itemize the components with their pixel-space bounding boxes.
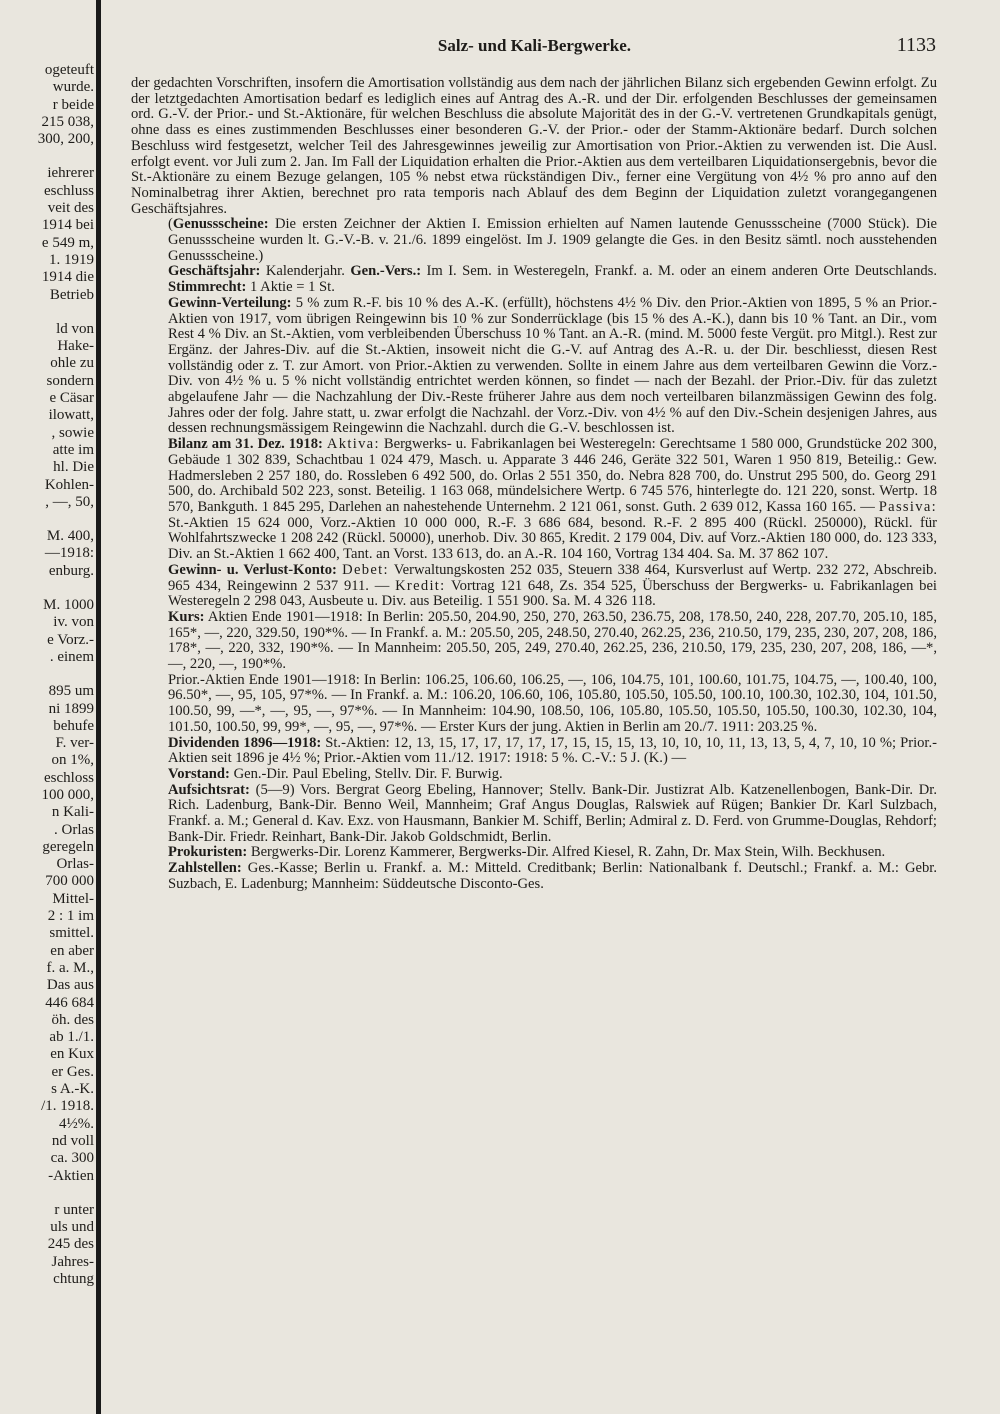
left-fragment-line: —1918: [44,545,94,562]
stimmrecht-text: 1 Aktie = 1 St. [250,279,335,296]
left-fragment-line: Betrieb [49,286,94,303]
left-fragment-line: s A.-K. [51,1081,94,1098]
kurs-text: Aktien Ende 1901—1918: In Berlin: 205.50, 204.90, 250, 270, 263.50, 236.75, 208, 178.50, 240, 228, 207.70, 205.10, 185, 165*, —, 220, 329.50, 190*%. — In Frankf. a. M.: 205.50, 205, 248.50, 270.40, 262.25, 236, 210.50, 179, 235, 230, 207, 208, 186, 178*, —, 220, 332, 190*%. — In Mannheim: 205.50, 205, 249, 270.40, 262.25, 236, 210.50, 179, 235, 230, 207, 208, 186, —*, —, 220, —, 190*%. [168,608,937,673]
gen-vers-text: Im I. Sem. in Westeregeln, Frankf. a. M. oder an einem anderen Orte Deutschlands. [426,263,937,280]
left-fragment-line: en aber [50,942,94,959]
gen-vers-label: Gen.-Vers.: [350,263,422,280]
left-fragment-line: , sowie [51,424,94,441]
prokuristen-section [131,845,937,861]
left-fragment-line: /1. 1918. [41,1098,94,1115]
geschaeftsjahr-text: Kalenderjahr. [265,263,345,280]
left-fragment-line: ogeteuft [44,62,94,78]
page-header [133,34,936,60]
left-fragment-line: eschloss [44,769,94,786]
kurs-section [131,610,937,673]
left-fragment-line: 245 des [47,1236,94,1253]
page-gutter-divider [96,0,101,1414]
left-fragment-line: M. 400, [46,528,94,545]
gewinn-verteilung-section [131,296,937,437]
left-fragment-line: öh. des [51,1011,94,1028]
dividenden-section [131,736,937,767]
left-fragment-line: , —, 50, [45,493,94,510]
debet-label: Debet: [342,561,389,578]
left-fragment-line: M. 1000 [43,597,94,614]
left-fragment-line: 1. 1919 [49,251,94,268]
kredit-text: Vortrag 121 648, Zs. 354 525, Überschuss der Bergwerks- u. Fabrikanlagen bei Westeregeln 2 298 043, Ausbeute u. Div. aus Beteilig. 1 551 900. Sa. M. 4 326 118. [168,577,937,610]
left-fragment-line: veit des [47,200,94,217]
left-fragment-line: 1914 bei [41,217,94,234]
zahlstellen-label: Zahlstellen: [168,860,242,877]
left-fragment-line: 446 684 [45,994,94,1011]
genussscheine-section: (Genussscheine: Die ersten Zeichner der Aktien I. Emission erhielten auf Namen lautende Genussscheine (7000 Stück). Die Genussscheine wurden lt. G.-V.-B. v. 21./6. 1899 eingelöst. Im J. 1909 gelangte die Ges. in den Besitz sämtl. noch ausstehenden Genussscheine.) [168,216,938,264]
left-fragment-line: sondern [46,372,94,389]
left-fragment-line: -Aktien [48,1167,94,1184]
left-fragment-line [0,580,94,597]
left-fragment-line: . Orlas [54,821,94,838]
amortisation-paragraph: der gedachten Vorschriften, insofern die Amortisation vollständig aus dem nach der jährlichen Bilanz sich ergebenden Gewinn erfolgt. Zu der letztgedachten Amortisation bedarf es lediglich eines auf Antrag des A.-R. und der Dir. erfolgenden Beschlusses der gemeinsamen ord. G.-V. der Prior.- und St.-Aktionäre, für welchen Beschluss die absolute Majorität des in der G.-V. vertretenen Grundkapitals genügt, ohne dass es eines zustimmenden Beschlusses einer besonderen G.-V. der Prior.- oder der Stamm-Aktionäre bedarf. Durch solchen Beschluss wird festgesetzt, welcher Teil des Jahresgewinnes jeweilig zur Amortisation von Prior.-Aktien zu verwenden ist. Die Ausl. erfolgt event. vor Juli zum 2. Jan. Im Fall der Liquidation erhalten die Prior.-Aktien aus dem verteilbaren Liquidationsergebnis, bevor die St.-Aktionäre zu einem Bezuge gelangen, 105 % nebst etwa rückständigen Div., ferner eine Vergütung von 4½ % pro anno auf den Nominalbetrag ihrer Aktien, berechnet pro rata temporis nach Ablauf des dem Beginn der Liquidation zuletzt vorangegangenen Geschäftsjahres. [131,75,937,217]
left-fragment-line: f. a. M., [46,959,94,976]
prokuristen-text: Bergwerks-Dir. Lorenz Kammerer, Bergwerks-Dir. Alfred Kiesel, R. Zahn, Dr. Max Stein, Wilh. Beckhusen. [250,844,886,861]
left-fragment-line: 1914 die [41,269,94,286]
aufsichtsrat-text: (5—9) Vors. Bergrat Georg Ebeling, Hannover; Stellv. Bank-Dir. Justizrat Alb. Katzenellenbogen, Bank-Dir. Dr. Rich. Ladenburg, Bank-Dir. Benno Weil, Mannheim; Graf Angus Douglas, Ralswiek auf Rügen; Bankier Dr. Karl Sulzbach, Frankf. a. M.; General d. Kav. Exz. von Hausmann, Bankier M. Schiff, Berlin; Admiral z. D. Ferd. von Grumme-Douglas, Rehdorf; Bank-Dir. Friedr. Reinhart, Bank-Dir. Jakob Goldschmidt, Berlin. [168,781,937,845]
left-fragment-line [0,666,94,683]
left-fragment-line: e Vorz.- [47,631,94,648]
geschaeftsjahr-section [131,264,937,295]
left-fragment-line: F. ver- [55,735,94,752]
left-fragment-line: on 1%, [51,752,94,769]
zahlstellen-text: Ges.-Kasse; Berlin u. Frankf. a. M.: Mitteld. Creditbank; Berlin: Nationalbank f. Deutschl.; Frankf. a. M.: Gebr. Suzbach, E. Ladenburg; Mannheim: Süddeutsche Disconto-Ges. [168,860,937,892]
left-fragment-line: smittel. [49,925,94,942]
left-fragment-line: 700 000 [45,873,94,890]
left-fragment-line: 215 038, [41,113,94,130]
left-fragment-line [0,304,94,321]
left-fragment-line: er Ges. [51,1063,94,1080]
left-fragment-line: iehrerer [47,165,94,182]
left-fragment-line: enburg. [48,562,94,579]
left-fragment-line [0,1185,94,1202]
running-title: Salz- und Kali-Bergwerke. [437,36,632,55]
geschaeftsjahr-label: Geschäftsjahr: [168,263,261,280]
dividenden-label: Dividenden 1896—1918: [168,734,322,751]
bilanz-section [131,437,937,563]
left-fragment-line: ilowatt, [48,407,94,424]
left-fragment-line: Mittel- [52,890,94,907]
kredit-label: Kredit: [395,577,446,594]
left-fragment-line: r unter [54,1201,94,1218]
bilanz-label: Bilanz am 31. Dez. 1918: [168,436,323,453]
left-fragment-line: ca. 300 [50,1150,94,1167]
genussscheine-text: Die ersten Zeichner der Aktien I. Emission erhielten auf Namen lautende Genussscheine (7000 Stück). Die Genussscheine wurden lt. G.-V.-B. v. 21./6. 1899 eingelöst. Im J. 1909 gelangte die Ges. in den Besitz sämtl. noch ausstehenden Genussscheine.) [168,216,938,264]
stimmrecht-label: Stimmrecht: [168,279,247,296]
left-fragment-line: ohle zu [50,355,94,372]
gewinn-verteilung-label: Gewinn-Verteilung: [168,294,292,311]
aufsichtsrat-label: Aufsichtsrat: [168,781,250,798]
vorstand-section [131,767,937,783]
left-fragment-line: . einem [49,648,94,665]
left-fragment-line: Das aus [46,977,94,994]
left-fragment-line: Hake- [57,338,94,355]
left-fragment-line: ld von [56,320,94,337]
vorstand-label: Vorstand: [168,765,230,782]
debet-text: Verwaltungskosten 252 035, Steuern 338 464, Kursverlust auf Wertp. 232 272, Abschreib. 965 434, Reingewinn 2 537 911. — [168,561,937,594]
gewinn-verlust-label: Gewinn- u. Verlust-Konto: [168,561,337,578]
left-fragment-line: 895 um [48,683,94,700]
gewinn-verlust-section [131,563,937,610]
left-fragment-line [0,148,94,165]
kurs-label: Kurs: [168,608,205,625]
zahlstellen-section [131,861,937,892]
left-fragment-line: n Kali- [51,804,94,821]
left-fragment-line: Kohlen- [44,476,94,493]
left-fragment-line: 300, 200, [37,131,94,148]
left-fragment-line: wurde. [52,79,94,96]
genussscheine-label: Genussscheine: [172,216,269,233]
left-fragment-line: r beide [52,96,94,113]
aktiva-text: Bergwerks- u. Fabrikanlagen bei Westeregeln: Gerechtsame 1 580 000, Grundstücke 202 300, Gebäude 1 302 839, Schachtbau 1 024 479, Masch. u. Apparate 3 446 246, Geräte 322 501, Waren 1 950 819, Beteilig.: Gew. Hadmersleben 2 257 180, do. Rossleben 6 492 500, do. Orlas 2 551 350, do. Nebra 828 700, do. Unstrut 295 500, do. Georg 291 500, do. Archibald 502 223, sonst. Beteilig. 1 163 068, mündelsichere Wertp. 6 745 576, hinterlegte do. 121 220, sonst. Wertp. 18 570, Bankguth. 1 845 295, Darlehen an nahestehende Unternehm. 2 121 061, sonst. Guth. 2 639 012, Kassa 160 165. — [168,436,937,515]
vorstand-text: Gen.-Dir. Paul Ebeling, Stellv. Dir. F. Burwig. [233,765,503,782]
passiva-label: Passiva: [878,498,937,515]
left-fragment-line [0,511,94,528]
left-fragment-line: 4½%. [59,1115,94,1132]
left-fragment-line: ab 1./1. [49,1029,94,1046]
left-fragment-line: chtung [53,1271,94,1287]
left-fragment-line: nd voll [51,1132,94,1149]
left-fragment-line: 2 : 1 im [47,908,94,925]
left-fragment-line: atte im [52,441,94,458]
adjacent-page-fragments [0,62,94,1288]
gewinn-verteilung-text: 5 % zum R.-F. bis 10 % des A.-K. (erfüllt), höchstens 4½ % Div. den Prior.-Aktien von 1895, 5 % an Prior.-Aktien von 1917, vom übrigen Reingewinn bis 10 % zur Sonderrücklage (bis 15 % des A.-K.), dann bis 10 % Tant. an Dir., vom Rest 4 % Div. an St.-Aktien, vom verbleibenden Überschuss 10 % Tant. an A.-R. (mind. M. 5000 feste Vergüt. pro Mitgl.). Rest zur Ergänz. der Jahres-Div. auf die St.-Aktien, insoweit nicht die G.-V. auf Antrag des A.-R. u. der Dir. beschliesst, diesen Rest vollständig oder z. T. zur Amort. von Prior.-Aktien zu verwenden. Sollte in einem Jahre aus dem verteilbaren Gewinn die Vorz.-Div. von 4½ % u. 5 % nicht vollständig entrichtet werden können, so findet — nach der Bezahl. der Prior.-Div. für das zuletzt abgelaufene Jahr — die Nachzahlung der Div.-Reste früherer Jahre aus dem noch verteilbaren bilanzmässigen Gewinn des folg. Jahres oder der folg. Jahre statt, u. zwar erfolgt die Nachzahl. der Vorz.-Div. von 4½ % auf den Div.-Schein desjenigen Jahres, aus dessen rechnungsmässigem Reingewinn die Nachzahl. durch die G.-V. beschlossen ist. [168,294,937,437]
main-text-column [131,76,937,893]
left-fragment-line: 100 000, [41,786,94,803]
left-fragment-line: Jahres- [51,1253,94,1270]
passiva-text: St.-Aktien 15 624 000, Vorz.-Aktien 10 000 000, R.-F. 3 686 684, besond. R.-F. 2 895 400 (Rückl. 250000), Rückl. für Wohlfahrtszwecke 1 208 242 (Rückl. 50000), unerhob. Div. 30 865, Kredit. 2 179 004, Div. auf Vorz.-Aktien 180 000, do. 123 333, Div. an St.-Aktien 1 662 400, Tant. an Vorst. 133 613, do. an A.-R. 104 160, Vortrag 134 404. Sa. M. 37 862 107. [168,514,937,563]
prior-aktien-kurs-paragraph: Prior.-Aktien Ende 1901—1918: In Berlin: 106.25, 106.60, 106.25, —, 106, 104.75, 101, 100.60, 101.75, 104.75, —, 100.40, 100, 96.50*, —, 95, 105, 97*%. — In Frankf. a. M.: 106.20, 106.60, 106, 105.80, 105.50, 105.50, 100.10, 100.30, 102.30, 104, 101.50, 100.50, 99, —*, —, 95, —, 97*%. — In Mannheim: 104.90, 108.50, 106, 105.80, 105.50, 105.50, 105.50, 100.30, 102.30, 104, 101.50, 100.50, 99, 99*, —, 95, —, 97*%. — Erster Kurs der jung. Aktien in Berlin am 20./7. 1911: 203.25 %. [168,671,937,735]
left-fragment-line: ni 1899 [48,700,94,717]
left-fragment-line: Orlas- [56,856,94,873]
left-fragment-line: uls und [50,1219,94,1236]
aufsichtsrat-section [131,783,937,846]
left-fragment-line: e Cäsar [49,390,94,407]
page-number: 1133 [896,34,936,56]
prokuristen-label: Prokuristen: [168,844,248,861]
left-fragment-line: eschluss [44,182,94,199]
left-fragment-line: en Kux [50,1046,94,1063]
aktiva-label: Aktiva: [326,436,380,453]
left-fragment-line: behufe [53,717,94,734]
left-fragment-line: hl. Die [53,459,94,476]
left-fragment-line: geregeln [42,838,94,855]
left-fragment-line: iv. von [53,614,94,631]
dividenden-text: St.-Aktien: 12, 13, 15, 17, 17, 17, 17, 17, 15, 15, 15, 13, 10, 10, 10, 11, 13, 13, 5, 4, 7, 10, 10 %; Prior.-Aktien seit 1896 je 4½ %; Prior.-Aktien vom 11./12. 1917: 1918: 5 %. C.-V.: 5 J. (K.) — [168,734,937,767]
left-fragment-line: e 549 m, [41,234,94,251]
